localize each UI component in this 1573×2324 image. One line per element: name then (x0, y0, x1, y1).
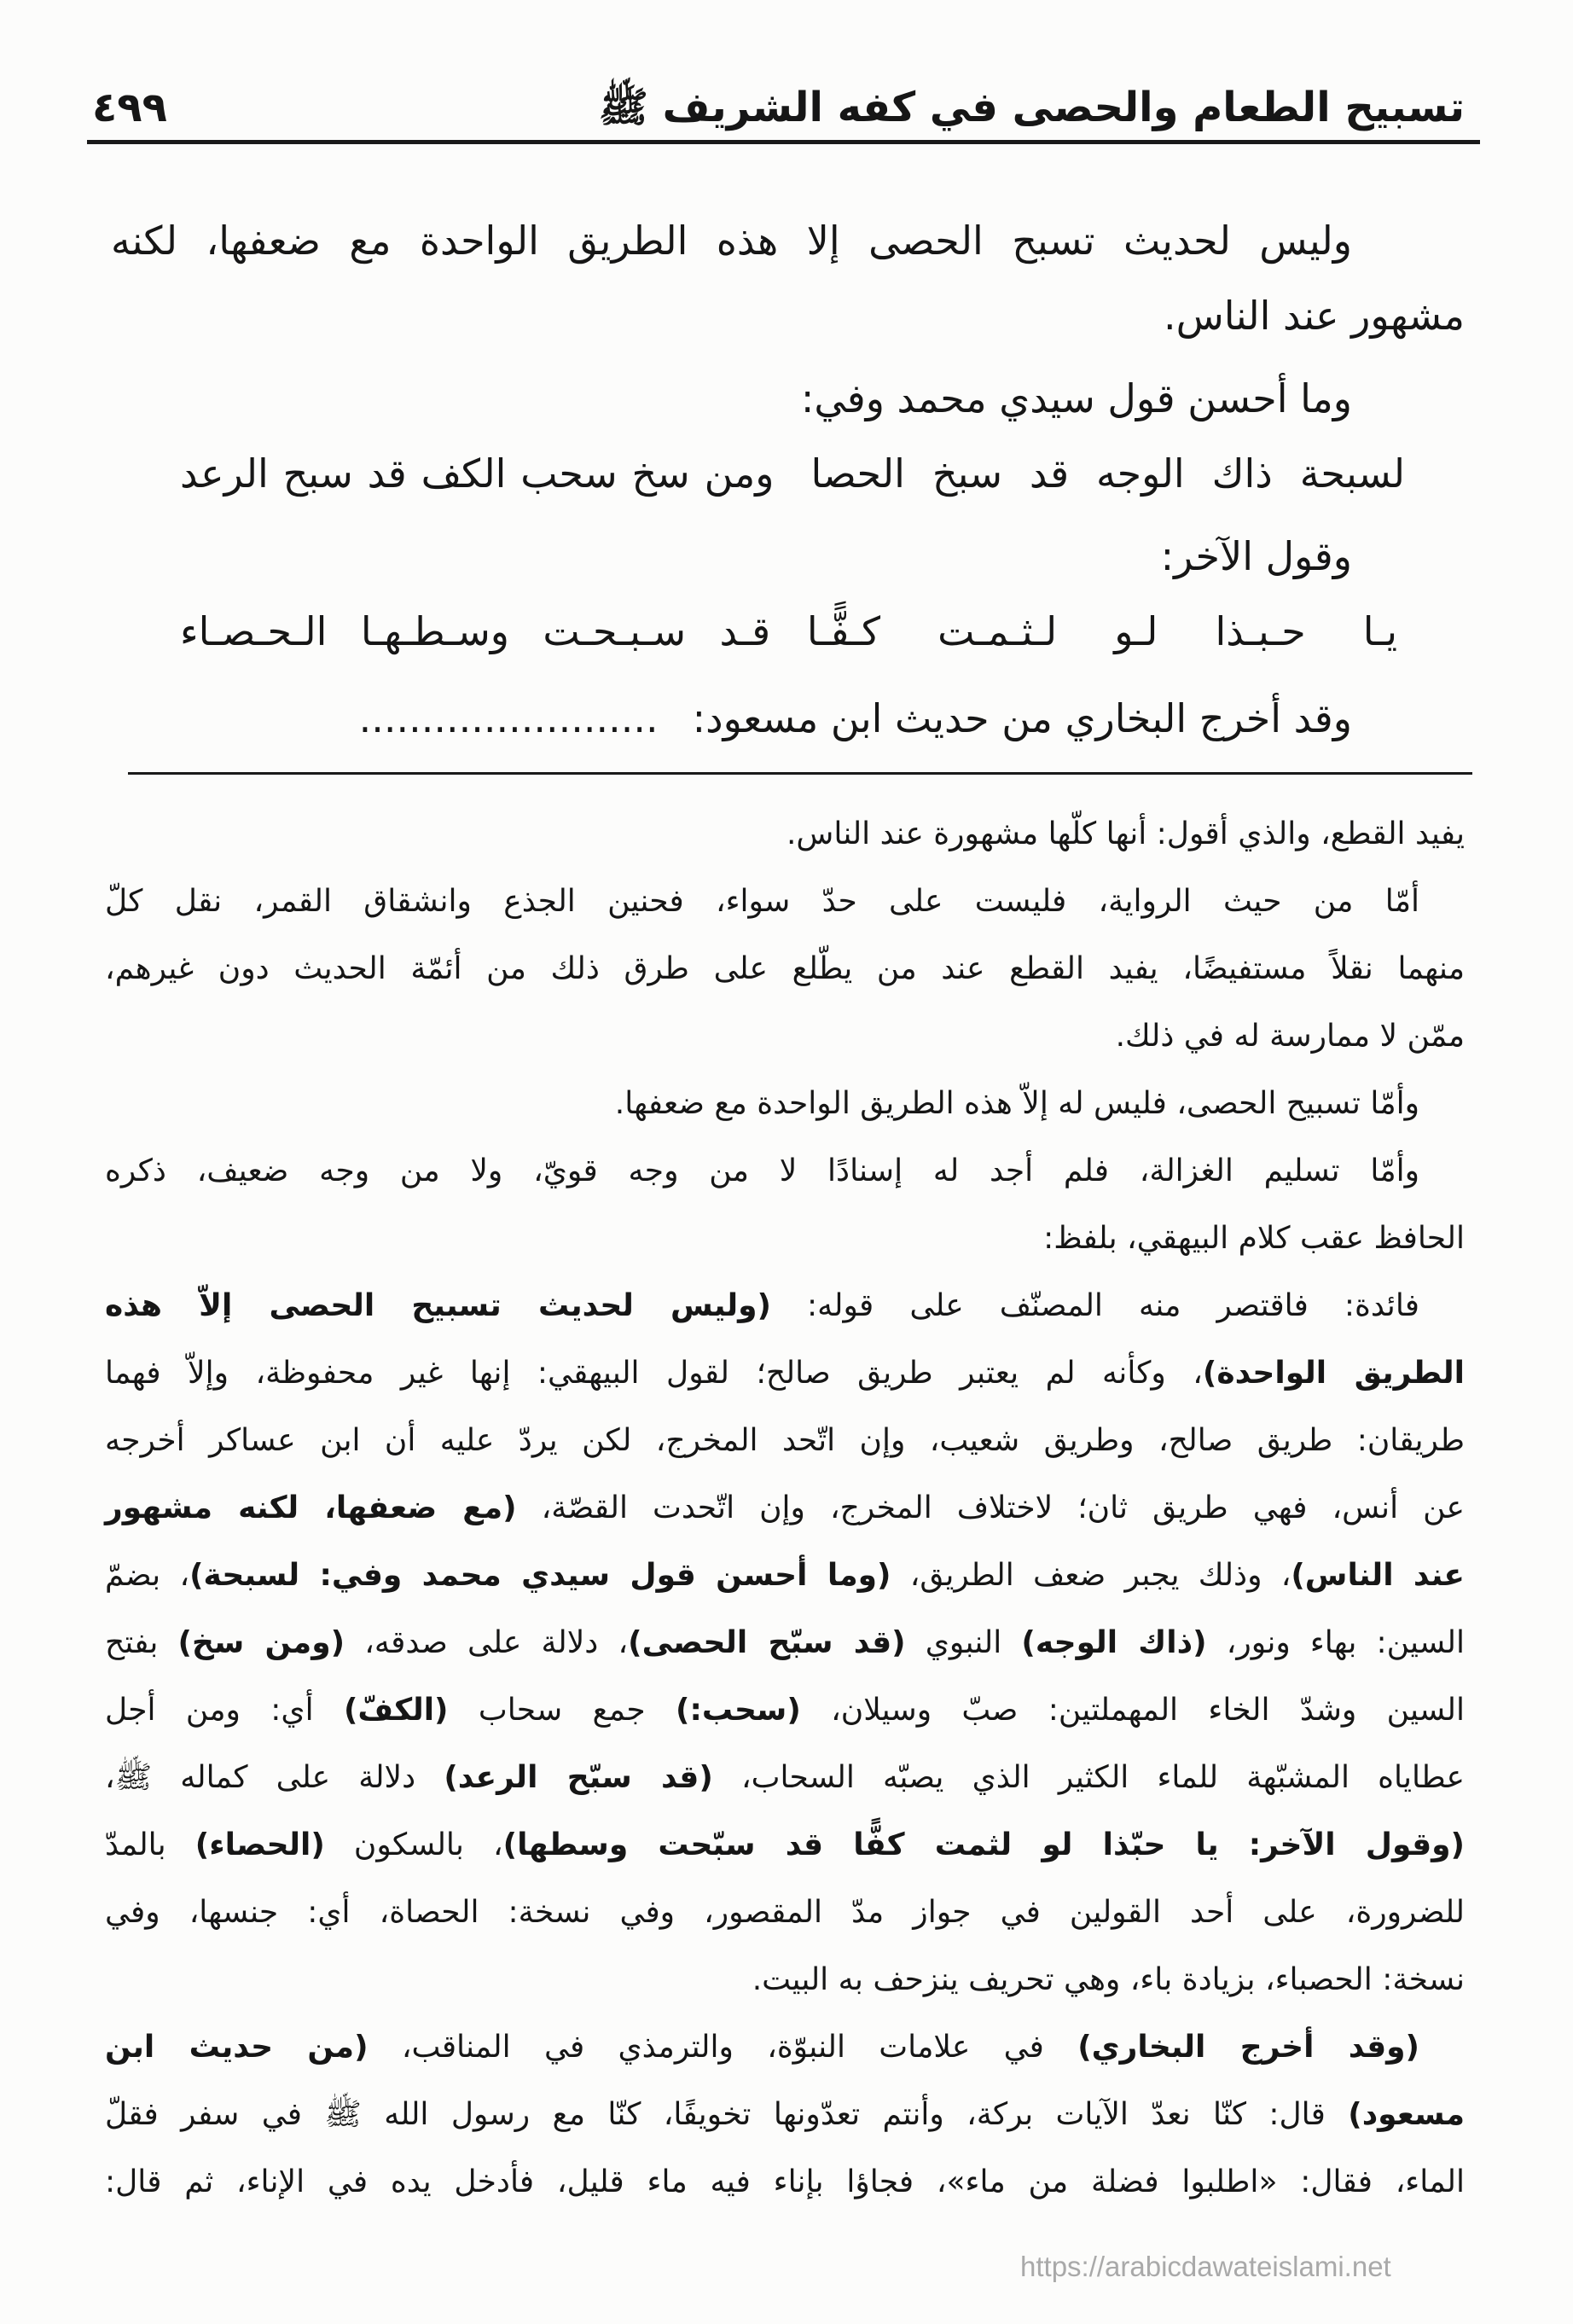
quoted-main-text: (الكفّ) (343, 1693, 449, 1728)
quoted-main-text: (من حديث ابن (105, 2030, 369, 2065)
commentary-block (105, 800, 1465, 2216)
main-text-line: مشهور عند الناس. (1163, 293, 1465, 339)
commentary-text: وأمّا تسليم الغزالة، فلم أجد له إسنادًا لا من وجه قويّ، ولا من وجه ضعيف، ذكره (105, 1153, 1419, 1188)
quoted-main-text: مسعود) (1348, 2097, 1465, 2132)
watermark-url: https://arabicdawateislami.net (1020, 2251, 1391, 2282)
commentary-text: ، وذلك يجبر ضعف الطريق، (891, 1558, 1291, 1593)
commentary-text: أمّا من حيث الرواية، فليست على حدّ سواء، فحنين الجذع وانشقاق القمر، نقل كلّ (105, 884, 1419, 919)
quoted-main-text: (مع ضعفها، لكنه مشهور (105, 1490, 517, 1525)
commentary-text: منهما نقلاً مستفيضًا، يفيد القطع عند من يطّلع على طرق ذلك من أئمّة الحديث دون غيرهم، (105, 951, 1465, 986)
commentary-line (105, 1205, 1465, 1272)
main-text-line (119, 680, 1352, 757)
quoted-main-text: عند الناس) (1291, 1558, 1465, 1593)
commentary-text: طريقان: طريق صالح، وطريق شعيب، وإن اتّحد المخرج، لكن يردّ عليه أن ابن عساكر أخرجه (105, 1423, 1465, 1458)
commentary-line (105, 868, 1465, 935)
commentary-line (105, 1879, 1465, 1946)
commentary-text: عن أنس، فهي طريق ثان؛ لاختلاف المخرج، وإن اتّحدت القصّة، (516, 1490, 1465, 1525)
commentary-text: الحافظ عقب كلام البيهقي، بلفظ: (1043, 1221, 1465, 1256)
commentary-text: للضرورة، على أحد القولين في جواز مدّ المقصور، وفي نسخة: الحصاة، أي: جنسها، وفي (105, 1895, 1465, 1930)
verse-2 (180, 593, 1397, 670)
commentary-text: بالمدّ (105, 1827, 195, 1862)
continuation-dots: ........................ (358, 695, 659, 741)
quoted-main-text: (ومن سخ) (177, 1625, 345, 1660)
commentary-text: يفيد القطع، والذي أقول: أنها كلّها مشهورة عند الناس. (786, 816, 1465, 851)
quoted-main-text: (قد سبّح الرعد) (444, 1760, 713, 1795)
commentary-line (105, 1609, 1465, 1676)
header-rule (87, 140, 1480, 144)
commentary-separator (128, 772, 1472, 775)
commentary-text: السين: بهاء ونور، (1206, 1625, 1466, 1660)
main-text-line: وما أحسن قول سيدي محمد وفي: (800, 375, 1352, 421)
commentary-line (105, 1946, 1465, 2013)
quoted-main-text: الطريق الواحدة) (1202, 1356, 1465, 1391)
quoted-main-text: (ذاك الوجه) (1021, 1625, 1207, 1660)
commentary-text: الماء، فقال: «اطلبوا فضلة من ماء»، فجاؤا بإناء فيه ماء قليل، فأدخل يده في الإناء، ثم قال: (105, 2164, 1465, 2199)
verse-2-first-hemistich: يـا حـبـذا لـو لـثـمـت كـفًّـا (806, 608, 1397, 654)
commentary-line (105, 1474, 1465, 1542)
quoted-main-text: (وقد أخرج البخاري) (1077, 2030, 1419, 2065)
commentary-line (105, 1744, 1465, 1811)
commentary-text: ، دلالة على صدقه، (345, 1625, 629, 1660)
verse-2-second-hemistich: قـد سـبـحـت وسـطـهـا الـحـصـاء (180, 608, 771, 654)
commentary-text: ، بالسكون (324, 1827, 503, 1862)
commentary-text: أي: ومن أجل (105, 1693, 344, 1728)
main-text-line: وقول الآخر: (1160, 533, 1352, 579)
verse-1 (180, 435, 1405, 512)
commentary-line (105, 1272, 1465, 1339)
commentary-line (105, 800, 1465, 868)
quoted-main-text: (وليس لحديث تسبيح الحصى إلاّ هذه (105, 1288, 771, 1323)
commentary-line (105, 1407, 1465, 1474)
commentary-text: وأمّا تسبيح الحصى، فليس له إلاّ هذه الطريق الواحدة مع ضعفها. (614, 1086, 1419, 1121)
main-text-last-line: وقد أخرج البخاري من حديث ابن مسعود: (692, 695, 1352, 741)
commentary-line (105, 1070, 1465, 1137)
commentary-text: النبوي (905, 1625, 1022, 1660)
main-text-line: وليس لحديث تسبح الحصى إلا هذه الطريق الواحدة مع ضعفها، لكنه (111, 218, 1352, 264)
quoted-main-text: (قد سبّح الحصى) (628, 1625, 906, 1660)
commentary-line (105, 1676, 1465, 1744)
commentary-line (105, 935, 1465, 1002)
running-header-title: تسبيح الطعام والحصى في كفه الشريف ﷺ (598, 84, 1465, 131)
commentary-text: السين وشدّ الخاء المهملتين: صبّ وسيلان، (800, 1693, 1465, 1728)
commentary-text: ممّن لا ممارسة له في ذلك. (1115, 1019, 1465, 1054)
commentary-text: ، بضمّ (105, 1558, 190, 1593)
quoted-main-text: (وما أحسن قول سيدي محمد وفي: لسبحة) (189, 1558, 891, 1593)
verse-1-first-hemistich: لسبحة ذاك الوجه قد سبخ الحصا (810, 450, 1405, 497)
commentary-text: دلالة على كماله ﷺ، (105, 1760, 444, 1795)
quoted-main-text: (الحصاء) (194, 1827, 325, 1862)
commentary-text: قال: كنّا نعدّ الآيات بركة، وأنتم تعدّونها تخويفًا، كنّا مع رسول الله ﷺ في سفر فقلّ (105, 2097, 1349, 2132)
quoted-main-text: (سحب:) (676, 1693, 801, 1728)
verse-1-second-hemistich: ومن سخ سحب الكف قد سبح الرعد (180, 450, 775, 497)
commentary-text: ، وكأنه لم يعتبر طريق صالح؛ لقول البيهقي: إنها غير محفوظة، وإلاّ فهما (105, 1356, 1203, 1391)
commentary-text: بفتح (105, 1625, 178, 1660)
commentary-line (105, 1542, 1465, 1609)
commentary-line (105, 2081, 1465, 2148)
commentary-line (105, 2013, 1465, 2081)
commentary-text: عطاياه المشبّهة للماء الكثير الذي يصبّه السحاب، (712, 1760, 1465, 1795)
commentary-line (105, 1137, 1465, 1205)
commentary-text: فائدة: فاقتصر منه المصنّف على قوله: (770, 1288, 1419, 1323)
quoted-main-text: (وقول الآخر: يا حبّذا لو لثمت كفًّا قد سبّحت وسطها) (502, 1827, 1466, 1862)
commentary-text: في علامات النبوّة، والترمذي في المناقب، (368, 2030, 1078, 2065)
commentary-line (105, 1811, 1465, 1879)
page-number: ٤٩٩ (92, 84, 167, 131)
commentary-line (105, 2148, 1465, 2216)
commentary-line (105, 1002, 1465, 1070)
commentary-text: جمع سحاب (448, 1693, 676, 1728)
commentary-line (105, 1339, 1465, 1407)
commentary-text: نسخة: الحصباء، بزيادة باء، وهي تحريف ينزحف به البيت. (752, 1962, 1465, 1997)
